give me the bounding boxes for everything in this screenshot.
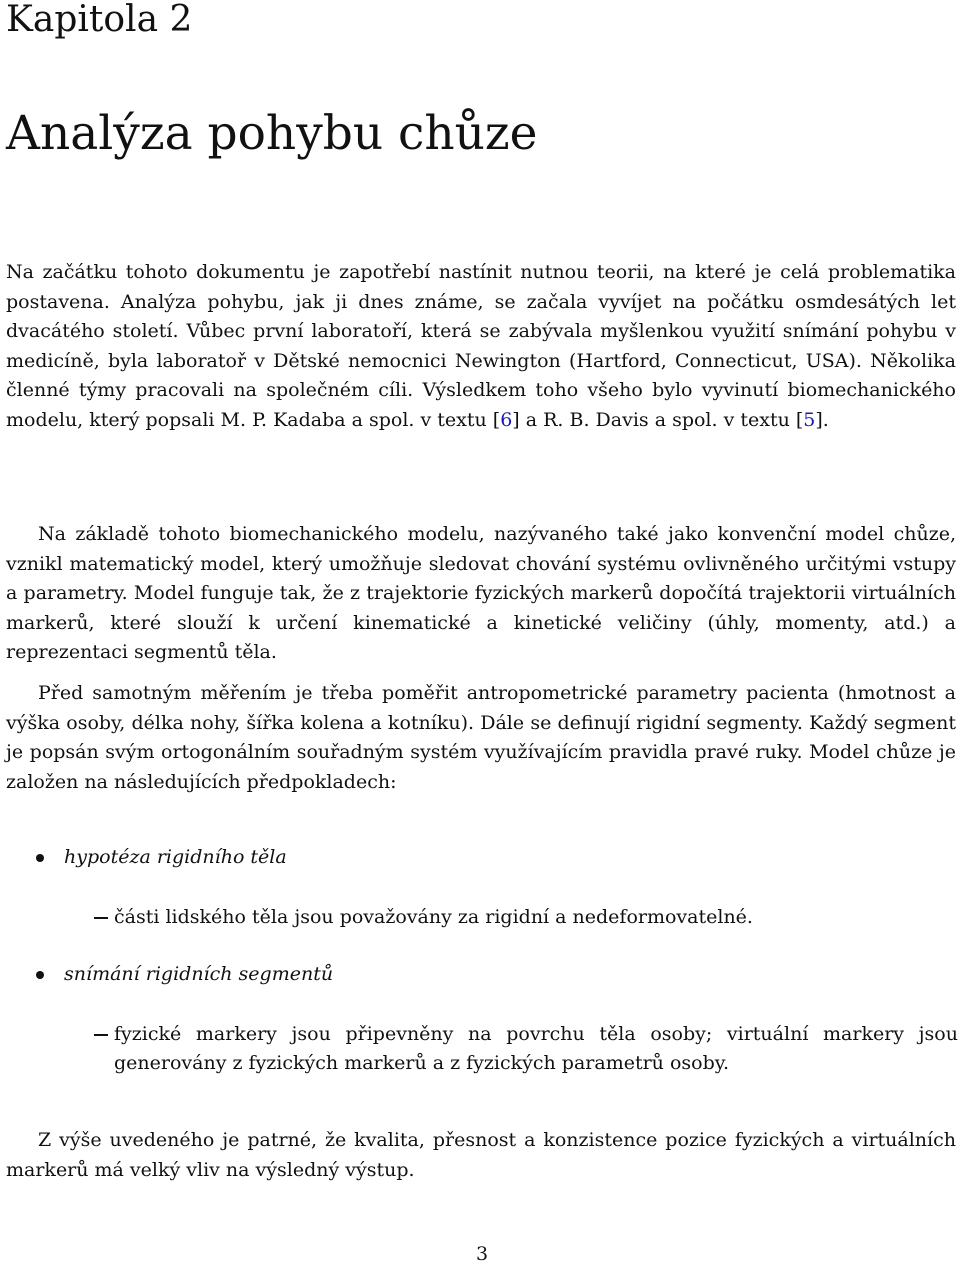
citation-link-kadaba[interactable]: 6 bbox=[500, 408, 513, 431]
chapter-label: Kapitola 2 bbox=[6, 0, 193, 40]
assumption-detail-text: fyzické markery jsou připevněny na povrchu těla osoby; virtuální markery jsou generovány z fyzických markerů a z fyzických parametrů osoby. bbox=[114, 1022, 958, 1075]
citation-link-davis[interactable]: 5 bbox=[803, 408, 816, 431]
bullet-icon bbox=[36, 971, 44, 979]
conclusion-paragraph: Z výše uvedeného je patrné, že kvalita, přesnost a konzistence pozice fyzických a virtuálních markerů má velký vliv na výsledný výstup. bbox=[6, 1129, 956, 1181]
assumption-detail-text: části lidského těla jsou považovány za rigidní a nedeformovatelné. bbox=[114, 905, 753, 928]
dash-icon bbox=[94, 1034, 108, 1036]
assumption-item bbox=[6, 843, 958, 932]
assumption-label: hypotéza rigidního těla bbox=[64, 846, 287, 868]
assumption-detail-list bbox=[64, 903, 958, 933]
intro-text-part-3: ]. bbox=[815, 408, 829, 431]
assumption-list-1 bbox=[6, 843, 958, 932]
intro-text-part-2: ] a R. B. Davis a spol. v textu [ bbox=[512, 408, 804, 431]
assumption-detail-list bbox=[64, 1020, 958, 1079]
model-paragraph: Na základě tohoto biomechanického modelu, nazývaného také jako konvenční model chůze, vznikl matematický model, který umožňuje sledovat chování systému ovlivněného určitými vstupy a parametry. Model funguje tak, že z trajektorie fyzických markerů dopočítá trajektorii virtuálních markerů, které slouží k určení kinematické a kinetické veličiny (úhly, momenty, atd.) a reprezentaci segmentů těla. bbox=[6, 523, 956, 664]
intro-text-part-1: Na začátku tohoto dokumentu je zapotřebí nastínit nutnou teorii, na které je celá problematika postavena. Analýza pohybu, jak ji dnes známe, se začala vyvíjet na počátku osmdesátých let dvacátého století. Vůbec první laboratoří, která se zabývala myšlenkou využití snímání pohybu v medicíně, byla laboratoř v Dětské nemocnici Newington (Hartford, Connecticut, USA). Několika členné týmy pracovali na společném cíli. Výsledkem toho všeho bylo vyvinutí biomechanického modelu, který popsali M. P. Kadaba a spol. v textu [ bbox=[6, 261, 956, 431]
assumption-detail bbox=[64, 1020, 958, 1079]
chapter-title: Analýza pohybu chůze bbox=[6, 106, 538, 161]
assumption-list-2 bbox=[6, 960, 958, 1079]
assumption-label: snímání rigidních segmentů bbox=[64, 963, 334, 985]
measurement-paragraph: Před samotným měřením je třeba poměřit antropometrické parametry pacienta (hmotnost a výška osoby, délka nohy, šířka kolena a kotníku). Dále se definují rigidní segmenty. Každý segment je popsán svým ortogonálním souřadným systém využívajícím pravidla pravé ruky. Model chůze je založen na následujících předpokladech: bbox=[6, 682, 956, 793]
bullet-icon bbox=[36, 854, 44, 862]
dash-icon bbox=[94, 917, 108, 919]
assumption-item bbox=[6, 960, 958, 1079]
page-number: 3 bbox=[475, 1243, 489, 1265]
intro-paragraph bbox=[6, 258, 956, 436]
assumption-detail bbox=[64, 903, 958, 933]
